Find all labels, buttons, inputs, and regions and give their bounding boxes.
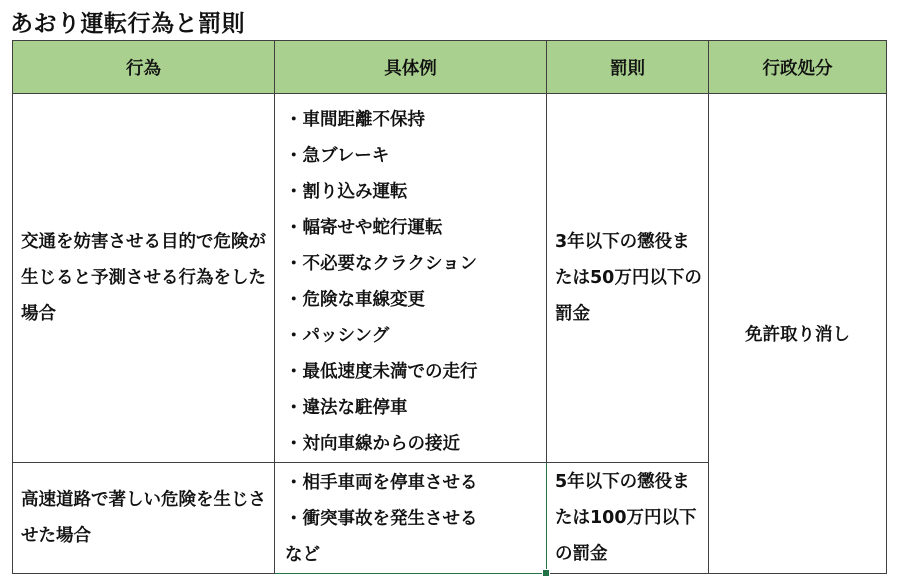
- list-item: ・対向車線からの接近: [285, 434, 460, 454]
- penalty-table: [12, 40, 887, 574]
- act-text: 高速道路で著しい危険を生じさせた場合: [21, 490, 266, 546]
- example-list: [275, 94, 546, 462]
- header-row: [13, 41, 887, 94]
- list-item: ・最低速度未満での走行: [285, 362, 478, 382]
- header-act[interactable]: 行為: [13, 41, 275, 94]
- examples-cell[interactable]: [275, 94, 547, 463]
- act-cell[interactable]: [13, 463, 275, 574]
- header-admin-action[interactable]: 行政処分: [709, 41, 887, 94]
- list-item: ・割り込み運転: [285, 182, 408, 202]
- penalty-text: 3年以下の懲役または50万円以下の罰金: [555, 232, 702, 324]
- list-item: ・車間距離不保持: [285, 110, 425, 130]
- table-row: [13, 94, 887, 463]
- list-item: ・危険な車線変更: [285, 290, 425, 310]
- admin-action-cell[interactable]: [709, 94, 887, 574]
- act-text: 交通を妨害させる目的で危険が生じると予測させる行為をした場合: [21, 232, 266, 324]
- list-item: ・違法な駐停車: [285, 398, 408, 418]
- penalty-cell[interactable]: [547, 463, 709, 574]
- list-item: ・パッシング: [285, 326, 390, 346]
- fill-handle[interactable]: [542, 569, 550, 577]
- list-item: ・急ブレーキ: [285, 146, 390, 166]
- header-examples[interactable]: 具体例: [275, 41, 547, 94]
- page-title: あおり運転行為と罰則: [10, 11, 245, 37]
- header-penalty[interactable]: 罰則: [547, 41, 709, 94]
- examples-cell-selected[interactable]: [275, 463, 547, 574]
- list-item: ・幅寄せや蛇行運転: [285, 218, 443, 238]
- penalty-cell[interactable]: [547, 94, 709, 463]
- list-item: ・相手車両を停車させる: [285, 473, 478, 493]
- admin-action-text: 免許取り消し: [745, 325, 850, 345]
- list-item: ・不必要なクラクション: [285, 254, 478, 274]
- examples-tail: など: [285, 545, 320, 565]
- list-item: ・衝突事故を発生させる: [285, 509, 478, 529]
- penalty-text: 5年以下の懲役または100万円以下の罰金: [555, 472, 697, 564]
- act-cell[interactable]: [13, 94, 275, 463]
- example-list: [275, 463, 546, 537]
